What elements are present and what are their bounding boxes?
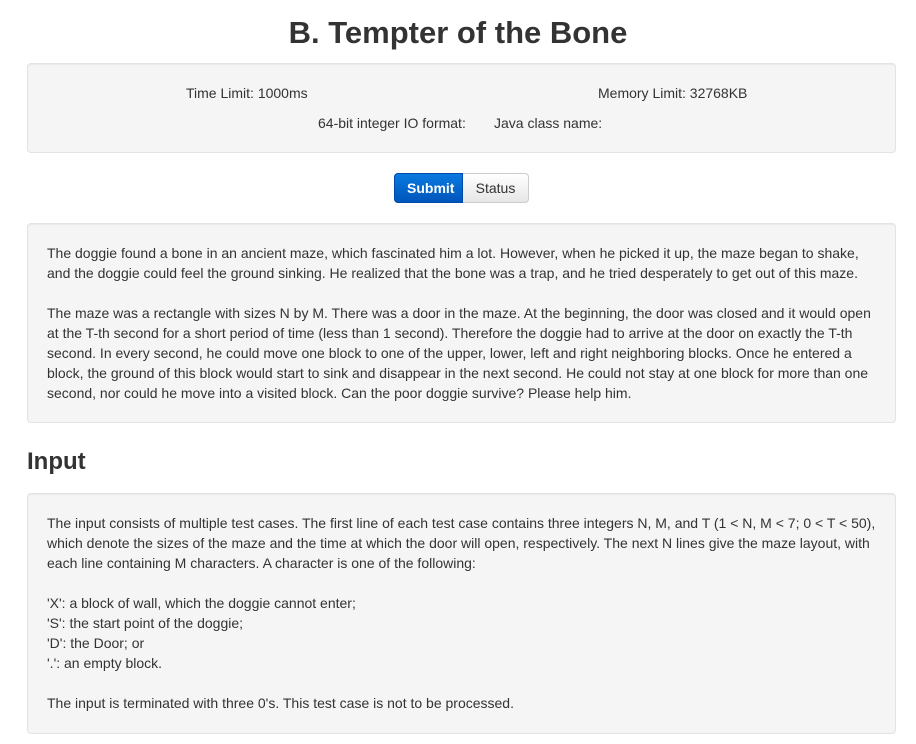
input-item-start: 'S': the start point of the doggie; (47, 615, 244, 631)
limits-panel (27, 63, 896, 153)
description-panel (27, 223, 896, 423)
io-format: 64-bit integer IO format: (318, 115, 466, 131)
input-item-wall: 'X': a block of wall, which the doggie cannot enter; (47, 595, 356, 611)
description-paragraph-2: The maze was a rectangle with sizes N by M. There was a door in the maze. At the beginning, the door was closed and it would open at the T-th second for a short period of time (less than 1 second). Therefore the doggie had to arrive at the door on exactly the T-th second. In every second, he could move one block to one of the upper, lower, left and right neighboring blocks. Once he entered a block, the ground of this block would start to sink and disappear in the next second. He could not stay at one block for more than one second, nor could he move into a visited block. Can the poor doggie survive? Please help him. (47, 305, 871, 401)
status-button[interactable]: Status (463, 173, 529, 203)
input-panel (27, 493, 896, 734)
problem-title: B. Tempter of the Bone (288, 15, 628, 50)
time-limit: Time Limit: 1000ms (186, 85, 308, 101)
input-heading: Input (27, 448, 86, 475)
action-button-group (394, 173, 529, 203)
input-item-empty: '.': an empty block. (47, 655, 163, 671)
input-intro: The input consists of multiple test cases. The first line of each test case contains three integers N, M, and T (1 < N, M < 7; 0 < T < 50), which denote the sizes of the maze and the time at which the door will open, respectively. The next N lines give the maze layout, with each line containing M characters. A character is one of the following: (47, 515, 876, 571)
java-class-name: Java class name: (494, 115, 603, 131)
submit-button[interactable]: Submit (394, 173, 463, 203)
input-termination: The input is terminated with three 0's. This test case is not to be processed. (47, 695, 514, 711)
description-paragraph-1: The doggie found a bone in an ancient maze, which fascinated him a lot. However, when he picked it up, the maze began to shake, and the doggie could feel the ground sinking. He realized that the bone was a trap, and he tried desperately to get out of this maze. (47, 245, 859, 281)
memory-limit: Memory Limit: 32768KB (598, 85, 748, 101)
input-item-door: 'D': the Door; or (47, 635, 145, 651)
